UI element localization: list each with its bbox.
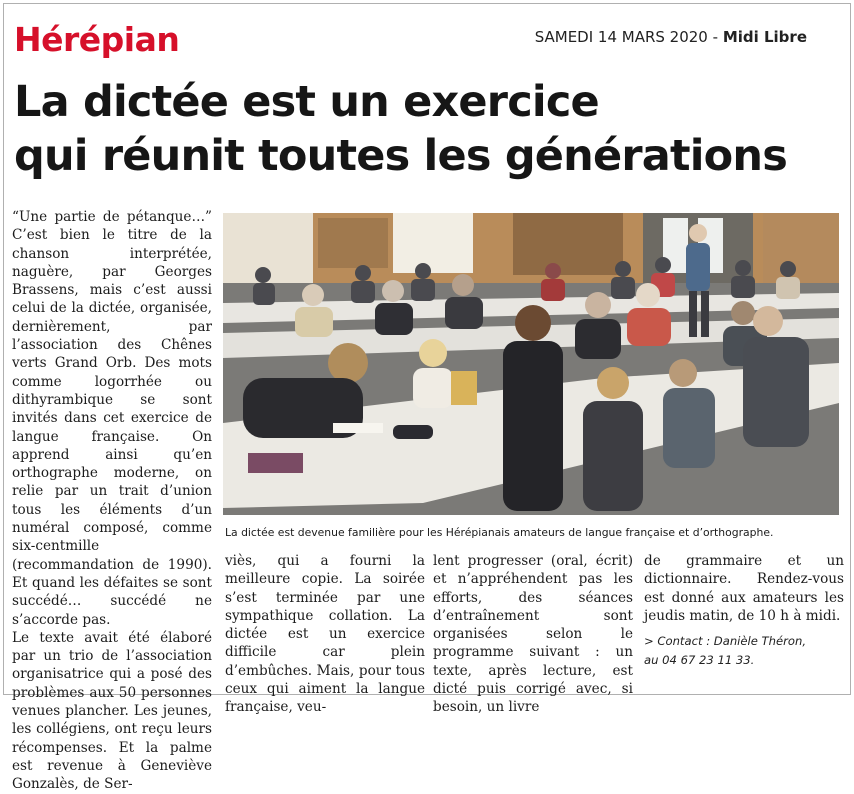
contact-phone: au 04 67 23 11 33.	[644, 653, 755, 668]
article-photo	[223, 213, 839, 515]
article-column-1	[12, 208, 212, 794]
headline-line-1: La dictée est un exercice	[14, 77, 599, 127]
photo-caption: La dictée est devenue familière pour les Hérépianais amateurs de langue française et d’orthographe.	[225, 526, 774, 539]
article-column-2	[225, 552, 425, 717]
contact-name: > Contact : Danièle Théron,	[644, 634, 807, 649]
article-column-4	[644, 552, 844, 670]
dateline	[535, 28, 807, 46]
headline-line-2: qui réunit toutes les générations	[14, 131, 788, 181]
publication-date: SAMEDI 14 MARS 2020	[534, 28, 708, 46]
town-heading: Hérépian	[14, 20, 180, 59]
article-column-4-text: de grammaire et un dictionnaire. Rendez-vous est donné aux amateurs les jeudis matin, de 10 h à midi.	[644, 553, 844, 624]
article-column-2-text: viès, qui a fourni la meilleure copie. La soirée s’est terminée par une sympathique collation. La dictée est un exercice difficile car plein d’embûches. Mais, pour tous ceux qui aiment la langue française, veu-	[225, 553, 425, 716]
contact-info	[644, 632, 844, 670]
newspaper-name: Midi Libre	[722, 28, 807, 46]
article-column-3-text: lent progresser (oral, écrit) et n’appréhendent pas les efforts, des séances d’entraînement sont organisées selon le programme suivant : un texte, après lecture, est dicté puis corrigé avec, si besoin, un livre	[433, 553, 633, 716]
article-column-3	[433, 552, 633, 717]
classroom-photo-illustration	[223, 213, 839, 515]
article-paragraph-1: “Une partie de pétanque…” C’est bien le titre de la chanson interprétée, naguère, par Georges Brassens, mais c’est aussi celui de la dictée, organisée, dernièrement, par l’association des Chênes verts Grand Orb. Des mots comme logorrhée ou dithyrambique se sont invités dans cet exercice de langue française. On apprend ainsi qu’en orthographe moderne, on relie par un trait d’union tous les éléments d’un numéral composé, comme six-centmille (recommandation de 1990). Et quand les défaites se sont succédé… succédé ne s’accorde pas.	[12, 209, 212, 628]
article-paragraph-2: Le texte avait été élaboré par un trio de l’association organisatrice qui a posé des problèmes aux 50 personnes venues plancher. Les jeunes, les collégiens, ont reçu leurs récompenses. Et la palme est revenue à Geneviève Gonzalès, de Ser-	[12, 629, 212, 793]
dateline-separator: -	[707, 28, 723, 46]
article-headline	[14, 75, 844, 183]
